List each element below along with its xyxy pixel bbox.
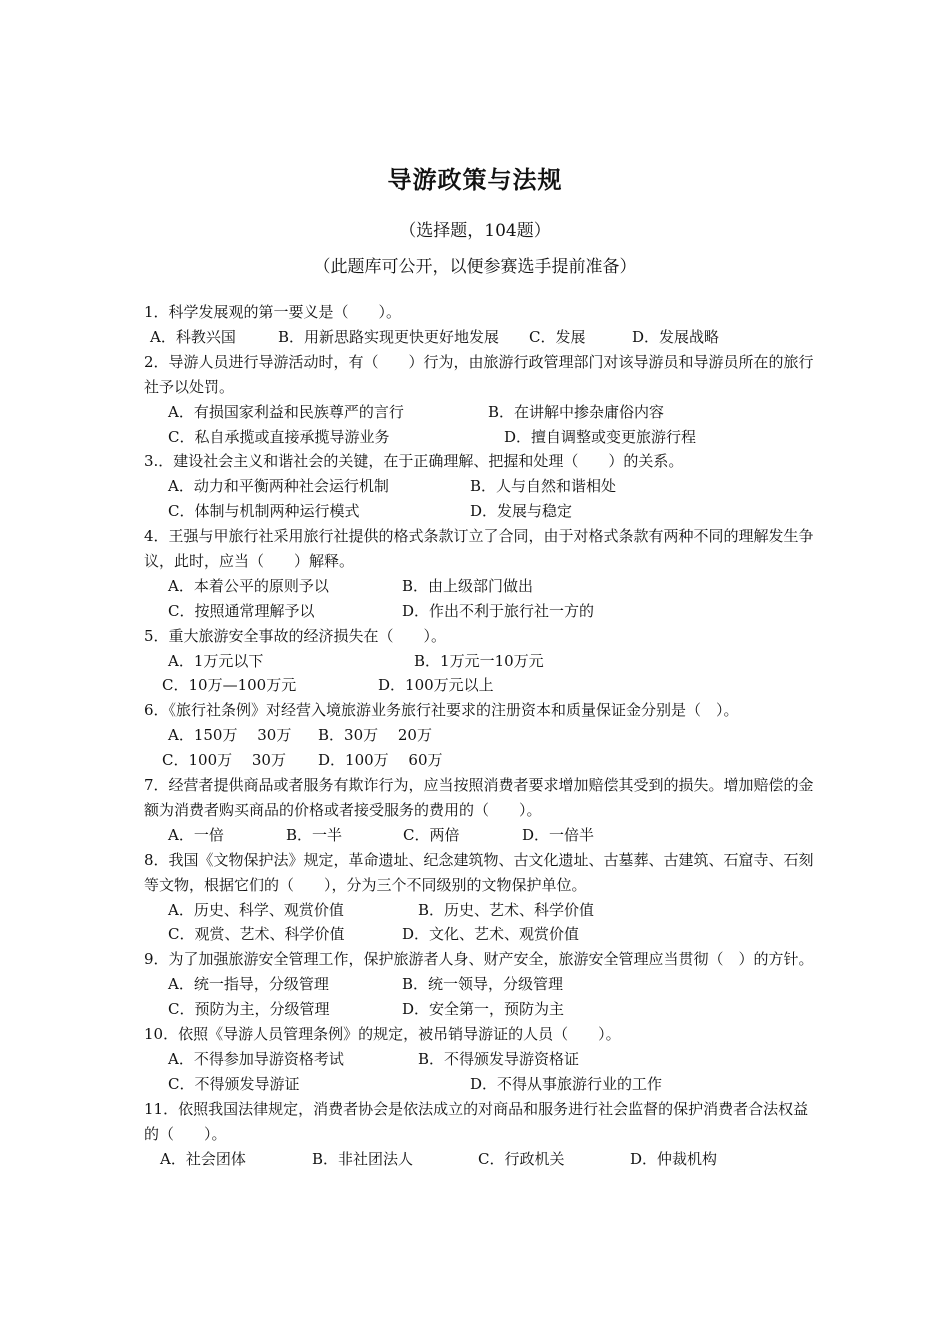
question-stem: 4．王强与甲旅行社采用旅行社提供的格式条款订立了合同，由于对格式条款有两种不同的理解发生争议，此时，应当（ ）解释。 [144,527,814,570]
options-row [144,1047,814,1072]
question-item [144,524,814,624]
options-row [144,997,814,1022]
options-row [144,425,814,450]
question-stem: 10．依照《导游人员管理条例》的规定，被吊销导游证的人员（ ）。 [144,1025,621,1044]
option-a: A．科教兴国 [150,327,236,346]
option-d: D．作出不利于旅行社一方的 [402,601,595,620]
option-b: B．用新思路实现更快更好地发展 [278,327,500,346]
option-c: C．体制与机制两种运行模式 [168,502,360,521]
option-c: C．私自承揽或直接承揽导游业务 [168,427,390,446]
question-list [144,300,814,1171]
options-row [144,673,814,698]
options-row [144,649,814,674]
option-c: C．预防为主，分级管理 [168,1000,330,1019]
document-title: 导游政策与法规 [387,166,563,194]
option-c: C．发展 [529,327,586,346]
option-c: C．10万—100万元 [162,676,297,695]
option-b: B．历史、艺术、科学价值 [418,900,595,919]
question-item [144,350,814,450]
options-row [144,823,814,848]
option-b: B．统一领导，分级管理 [402,975,564,994]
option-a: A．动力和平衡两种社会运行机制 [168,477,389,496]
option-d: D．100万 60万 [318,751,443,770]
option-c: C．行政机关 [478,1149,565,1168]
question-item [144,300,814,350]
question-stem: 6．《旅行社条例》对经营入境旅游业务旅行社要求的注册资本和质量保证金分别是（ ）。 [144,701,739,720]
option-a: A．一倍 [168,825,224,844]
options-row [144,400,814,425]
option-d: D．擅自调整或变更旅游行程 [504,427,697,446]
option-d: D．发展战略 [632,327,720,346]
option-b: B．非社团法人 [312,1149,414,1168]
options-row [144,723,814,748]
options-row [144,922,814,947]
options-row [144,325,814,350]
option-b: B．一半 [286,825,343,844]
option-a: A．1万元以下 [168,651,264,670]
option-a: A．有损国家利益和民族尊严的言行 [168,402,404,421]
options-row [144,972,814,997]
options-row [144,474,814,499]
option-a: A．社会团体 [160,1149,246,1168]
option-d: D．一倍半 [522,825,595,844]
option-b: B．在讲解中掺杂庸俗内容 [488,402,665,421]
question-stem: 3.．建设社会主义和谐社会的关键，在于正确理解、把握和处理（ ）的关系。 [144,452,684,471]
option-b: B．不得颁发导游资格证 [418,1049,580,1068]
option-d: D．仲裁机构 [630,1149,718,1168]
option-c: C．100万 30万 [162,751,286,770]
question-item [144,449,814,524]
question-item [144,947,814,1022]
question-item [144,1097,814,1172]
question-stem: 8．我国《文物保护法》规定，革命遗址、纪念建筑物、古文化遗址、古墓葬、古建筑、石窟寺、石刻等文物，根据它们的（ ），分为三个不同级别的文物保护单位。 [144,850,814,894]
option-d: D．100万元以上 [378,676,494,695]
options-row [144,898,814,923]
option-d: D．发展与稳定 [470,502,573,521]
document-subtitle: （选择题，104题） [399,221,551,241]
question-stem: 7．经营者提供商品或者服务有欺诈行为，应当按照消费者要求增加赔偿其受到的损失。增加赔偿的金额为消费者购买商品的价格或者接受服务的费用的（ ）。 [144,776,814,819]
option-a: A．历史、科学、观赏价值 [168,900,344,919]
option-b: B．由上级部门做出 [402,576,534,595]
options-row [144,748,814,773]
question-stem: 1．科学发展观的第一要义是（ ）。 [144,303,402,321]
option-a: A．本着公平的原则予以 [168,576,329,595]
option-b: B．1万元一10万元 [414,651,544,670]
option-c: C．按照通常理解予以 [168,601,315,620]
options-row [144,1072,814,1097]
options-row [144,499,814,524]
question-stem: 9．为了加强旅游安全管理工作，保护旅游者人身、财产安全，旅游安全管理应当贯彻（ ）的方针。 [144,950,814,969]
document-note: （此题库可公开，以便参赛选手提前准备） [313,257,637,277]
option-d: D．文化、艺术、观赏价值 [402,925,580,944]
option-c: C．两倍 [403,825,460,844]
option-c: C．观赏、艺术、科学价值 [168,925,345,944]
question-stem: 5．重大旅游安全事故的经济损失在（ ）。 [144,626,447,645]
options-row [144,574,814,599]
options-row [144,1147,814,1172]
question-stem: 2．导游人员进行导游活动时，有（ ）行为，由旅游行政管理部门对该导游员和导游员所在的旅行社予以处罚。 [144,352,814,396]
question-item [144,1022,814,1097]
option-a: A．不得参加导游资格考试 [168,1049,344,1068]
option-d: D．不得从事旅游行业的工作 [470,1074,663,1093]
question-item [144,698,814,773]
question-stem: 11．依照我国法律规定，消费者协会是依法成立的对商品和服务进行社会监督的保护消费者合法权益的（ ）。 [144,1099,809,1143]
question-item [144,848,814,948]
options-row [144,599,814,624]
question-item [144,624,814,699]
option-a: A．统一指导，分级管理 [168,975,329,994]
option-d: D．安全第一，预防为主 [402,1000,565,1019]
option-a: A．150万 30万 [168,726,292,745]
option-c: C．不得颁发导游证 [168,1074,300,1093]
option-b: B．人与自然和谐相处 [470,477,617,496]
question-item [144,773,814,848]
option-b: B．30万 20万 [318,726,432,745]
